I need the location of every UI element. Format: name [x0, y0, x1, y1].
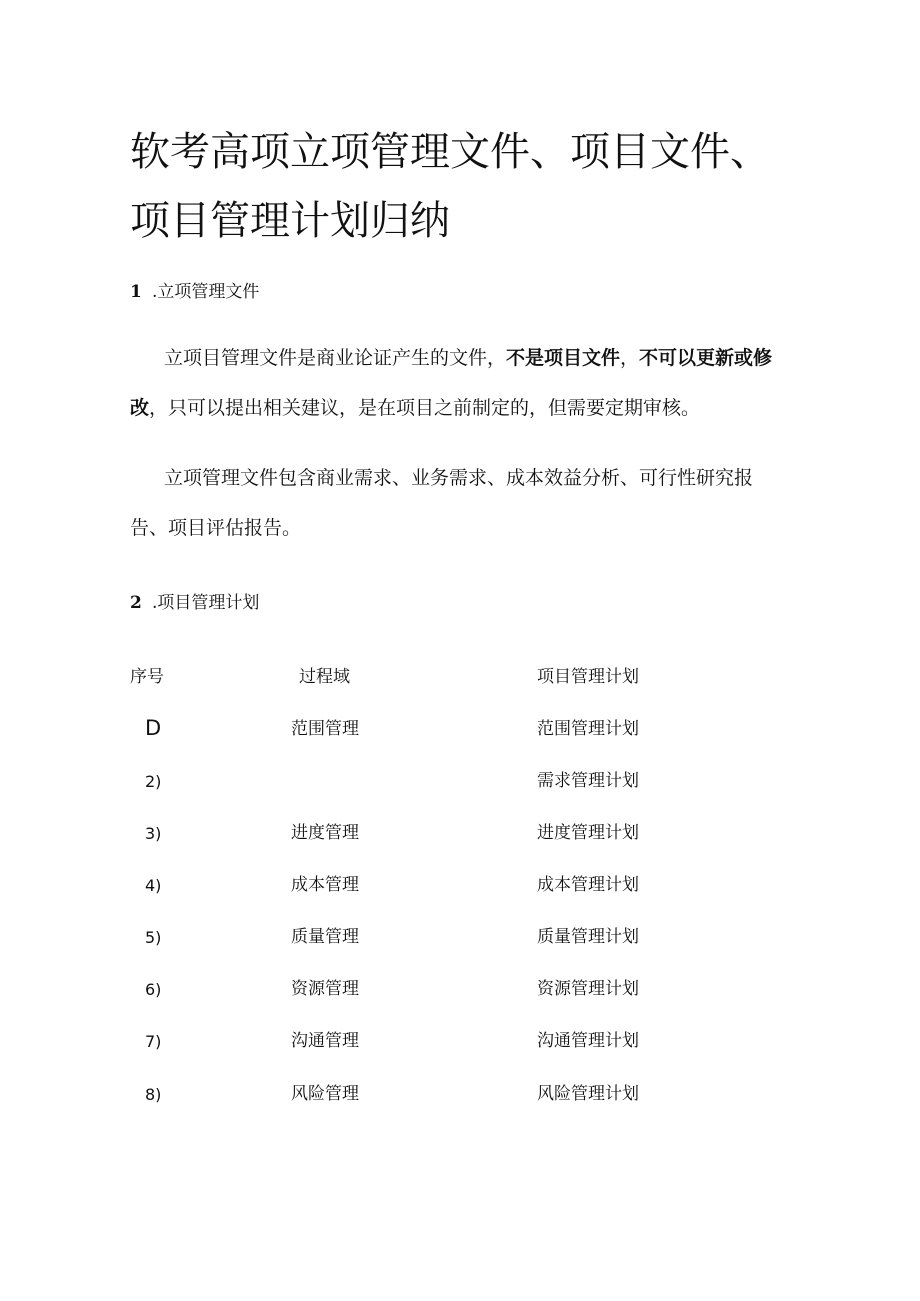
para1-bold-2: 不可以更新或修改: [130, 347, 773, 419]
table-header-index: 序号: [130, 667, 164, 687]
table-row-6-plan: 资源管理计划: [537, 979, 639, 999]
table-row-2-plan: 需求管理计划: [537, 771, 639, 791]
table-row-3-index: 3): [145, 824, 162, 843]
para1-text-2: ，: [620, 347, 640, 369]
table-row-7-index: 7): [145, 1032, 162, 1051]
section-1-paragraph-1: [130, 333, 790, 433]
table-row-1-plan: 范围管理计划: [537, 719, 639, 739]
table-row-5-index: 5): [145, 928, 162, 947]
table-row-1-domain: 范围管理: [291, 719, 359, 739]
table-row-5-domain: 质量管理: [291, 927, 359, 947]
table-row-7-plan: 沟通管理计划: [537, 1031, 639, 1051]
section-2-number: 2: [130, 593, 142, 613]
table-row-8-index: 8): [145, 1085, 162, 1104]
table-row-4-domain: 成本管理: [291, 875, 359, 895]
para1-bold-1: 不是项目文件: [506, 347, 621, 369]
section-1-number: 1: [130, 282, 142, 302]
table-row-1-index: D: [145, 716, 162, 740]
table-row-3-domain: 进度管理: [291, 823, 359, 843]
table-row-7-domain: 沟通管理: [291, 1031, 359, 1051]
para1-text-3: ，只可以提出相关建议，是在项目之前制定的，但需要定期审核。: [149, 397, 701, 419]
table-header-domain: 过程域: [299, 667, 350, 687]
table-row-2-index: 2): [145, 772, 162, 791]
table-row-4-plan: 成本管理计划: [537, 875, 639, 895]
section-2-heading: [130, 591, 259, 615]
document-title: 软考高项立项管理文件、项目文件、项目管理计划归纳: [130, 129, 770, 244]
section-2-title: .项目管理计划: [152, 593, 260, 613]
table-row-6-index: 6): [145, 980, 162, 999]
table-row-3-plan: 进度管理计划: [537, 823, 639, 843]
section-1-heading: [130, 280, 259, 304]
section-1-title: .立项管理文件: [152, 282, 260, 302]
table-row-8-domain: 风险管理: [291, 1084, 359, 1104]
table-row-6-domain: 资源管理: [291, 979, 359, 999]
table-row-4-index: 4): [145, 876, 162, 895]
table-header-plan: 项目管理计划: [537, 667, 639, 687]
table-row-8-plan: 风险管理计划: [537, 1084, 639, 1104]
section-1-paragraph-2: 立项管理文件包含商业需求、业务需求、成本效益分析、可行性研究报告、项目评估报告。: [130, 467, 754, 539]
table-row-5-plan: 质量管理计划: [537, 927, 639, 947]
para1-text-1: 立项目管理文件是商业论证产生的文件，: [164, 347, 507, 369]
